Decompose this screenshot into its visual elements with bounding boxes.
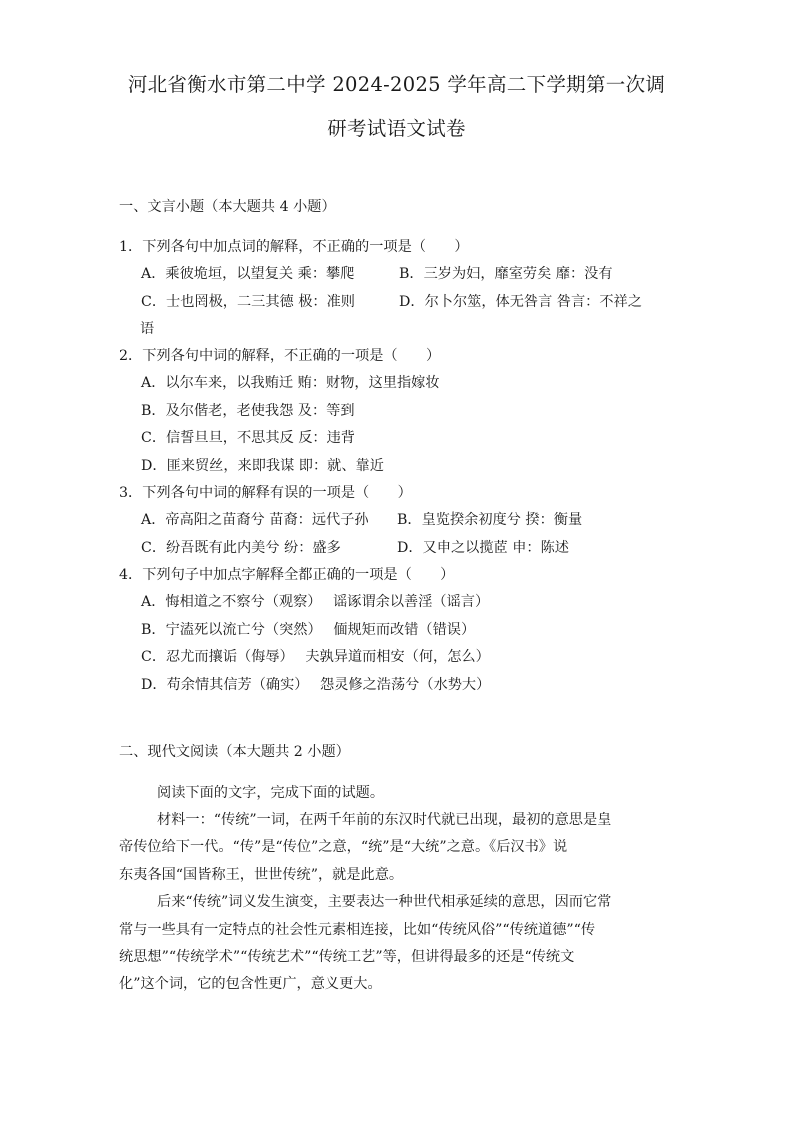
question-1-option-b: B．三岁为妇，靡室劳矣 靡：没有 — [399, 266, 613, 282]
question-1-option-c: C．士也罔极，二三其德 极：准则 — [141, 294, 355, 310]
material-2-line-1: 后来“传统”词义发生演变，主要表达一种世代相承延续的意思，因而它常 — [157, 894, 612, 910]
question-1-option-d-continuation: 语 — [140, 321, 155, 337]
question-3-option-c: C．纷吾既有此内美兮 纷：盛多 — [141, 540, 341, 556]
question-1-option-a: A．乘彼垝垣，以望复关 乘：攀爬 — [141, 266, 355, 282]
question-3-stem: 3．下列各句中词的解释有误的一项是（ ） — [119, 485, 412, 501]
material-1-line-1: 材料一：“传统”一词，在两千年前的东汉时代就已出现，最初的意思是皇 — [157, 812, 612, 828]
question-4-option-c: C．忍尤而攘诟（侮辱） 夫孰异道而相安（何，怎么） — [141, 649, 490, 665]
reading-instruction: 阅读下面的文字，完成下面的试题。 — [157, 785, 385, 801]
question-2-stem: 2．下列各句中词的解释，不正确的一项是（ ） — [119, 348, 441, 364]
question-2-option-b: B．及尔偕老，老使我怨 及：等到 — [141, 403, 355, 419]
question-4-option-a: A．悔相道之不察兮（观察） 谣诼谓余以善淫（谣言） — [141, 594, 490, 610]
question-1-option-d: D．尔卜尔筮，体无咎言 咎言：不祥之 — [399, 294, 642, 310]
exam-title-line-1: 河北省衡水市第二中学 2024-2025 学年高二下学期第一次调 — [127, 73, 666, 96]
section-1-heading: 一、文言小题（本大题共 4 小题） — [119, 199, 336, 215]
question-2-option-d: D．匪来贸丝，来即我谋 即：就、靠近 — [141, 458, 384, 474]
material-2-line-3: 统思想”“传统学术”“传统艺术”“传统工艺”等，但讲得最多的还是“传统文 — [119, 949, 575, 965]
question-3-option-d: D．又申之以揽茝 申：陈述 — [397, 540, 569, 556]
question-3-option-b: B．皇览揆余初度兮 揆：衡量 — [397, 512, 583, 528]
question-4-stem: 4．下列句子中加点字解释全都正确的一项是（ ） — [119, 567, 455, 583]
question-4-option-b: B．宁溘死以流亡兮（突然） 偭规矩而改错（错误） — [141, 622, 476, 638]
material-2-line-2: 常与一些具有一定特点的社会性元素相连接，比如“传统风俗”“传统道德”“传 — [119, 922, 596, 938]
exam-title-line-2: 研考试语文试卷 — [327, 117, 466, 140]
question-3-option-a: A．帝高阳之苗裔兮 苗裔：远代子孙 — [141, 512, 369, 528]
material-1-line-3: 东夷各国“国皆称王，世世传统”，就是此意。 — [119, 867, 404, 883]
question-4-option-d: D．苟余情其信芳（确实） 怨灵修之浩荡兮（水势大） — [141, 677, 491, 693]
question-1-stem: 1．下列各句中加点词的解释，不正确的一项是（ ） — [119, 239, 469, 255]
question-2-option-a: A．以尔车来，以我贿迁 贿：财物，这里指嫁妆 — [141, 375, 440, 391]
material-1-line-2: 帝传位给下一代。“传”是“传位”之意，“统”是“大统”之意。《后汉书》说 — [119, 839, 568, 855]
question-2-option-c: C．信誓旦旦，不思其反 反：违背 — [141, 430, 355, 446]
section-2-heading: 二、现代文阅读（本大题共 2 小题） — [119, 744, 350, 760]
material-2-line-4: 化”这个词，它的包含性更广，意义更大。 — [119, 976, 382, 992]
